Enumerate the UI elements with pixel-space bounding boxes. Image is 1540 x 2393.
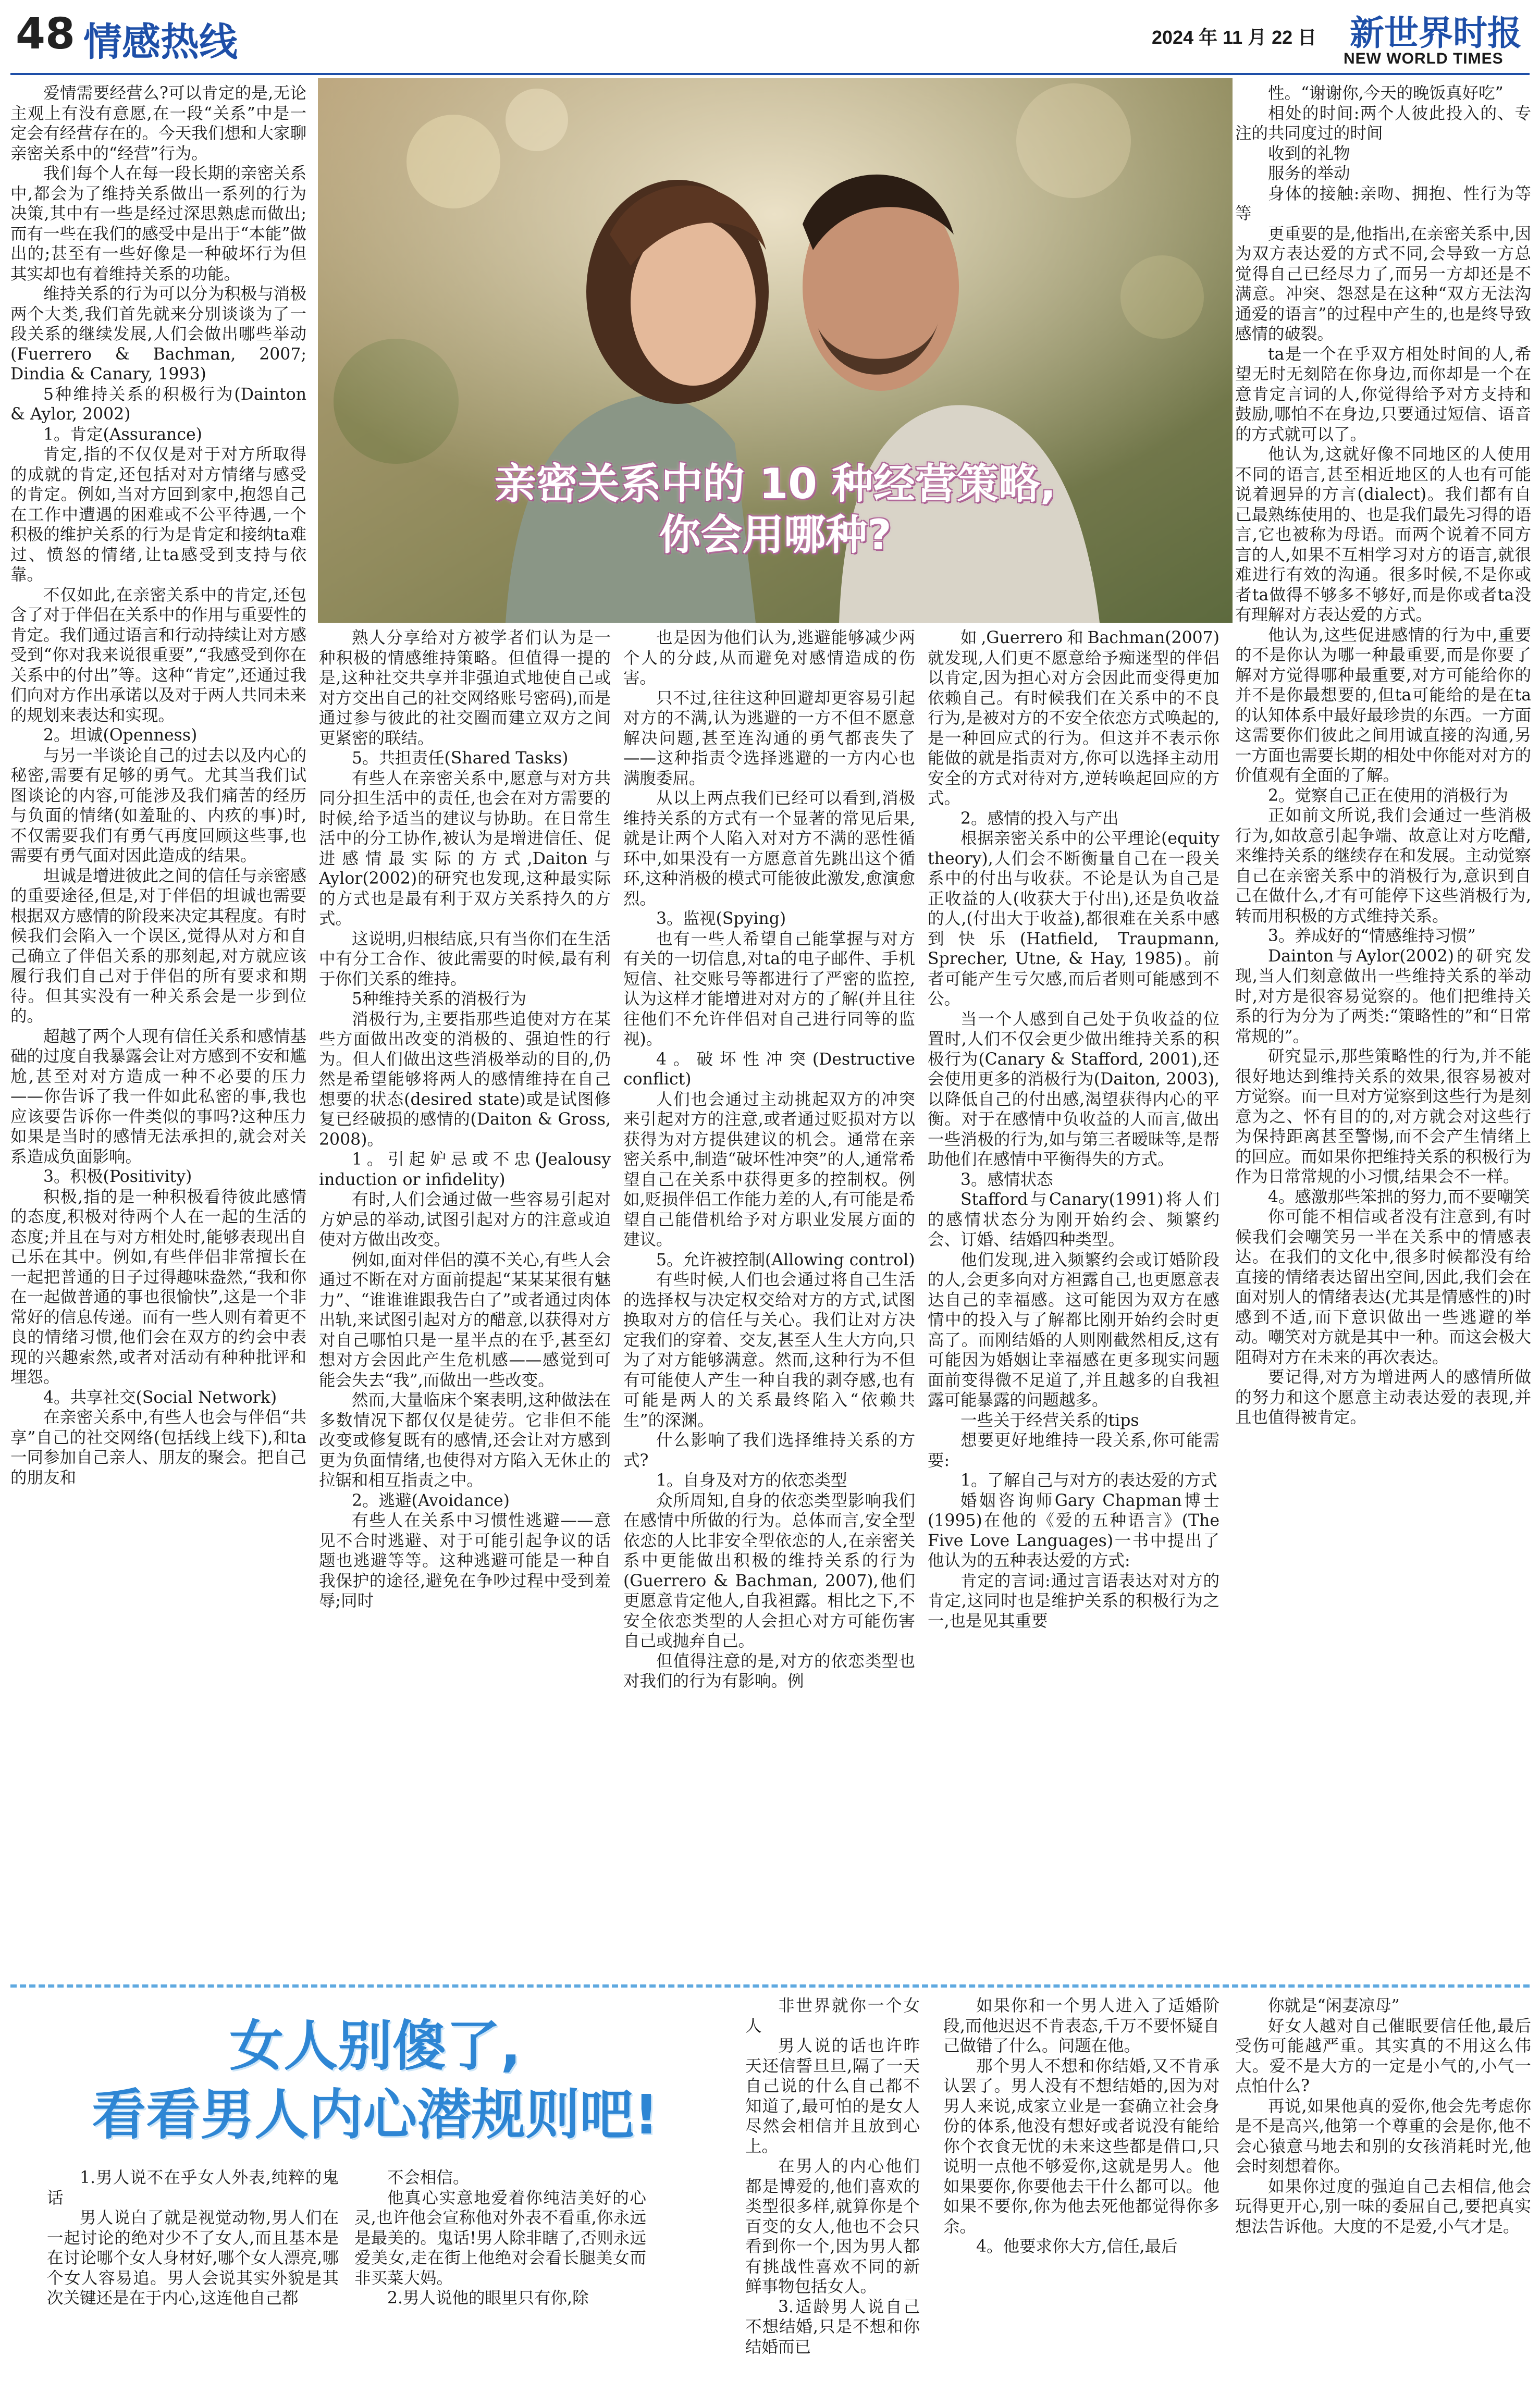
subheading: 1。自身及对方的依恋类型	[656, 1471, 847, 1490]
paragraph: 他真心实意地爱着你纯洁美好的心灵,也许他会宣称他对外表不看重,你永远是最美的。鬼话!男人除非瞎了,否则永远爱美女,走在街上他绝对会看长腿美女而非买菜大妈。	[354, 2188, 646, 2288]
page-number: 48	[16, 9, 76, 59]
list-item: 服务的举动	[1268, 164, 1350, 183]
subheading: 你就是“闲妻凉母”	[1268, 1996, 1400, 2015]
paragraph: 研究显示,那些策略性的行为,并不能很好地达到维持关系的效果,很容易被对方觉察。而一旦对方觉察到这些行为是刻意为之、怀有目的的,对方就会对这些行为保持距离甚至警惕,而不会产生情绪上的回应。而如果你把维持关系的积极行为作为日常常规的小习惯,结果会不一样。	[1235, 1047, 1531, 1186]
paragraph: 男人说的话也许昨天还信誓旦旦,隔了一天自己说的什么自己都不知道了,最可怕的是女人尽然会相信并且放到心上。	[745, 2037, 920, 2156]
issue-date: 2024 年 11 月 22 日	[1152, 27, 1317, 48]
paragraph: 性。“谢谢你,今天的晚饭真好吃”	[1268, 84, 1504, 103]
subheading: 3。积极(Positivity)	[43, 1167, 192, 1186]
list-item: 收到的礼物	[1268, 144, 1350, 163]
paragraph: Stafford与Canary(1991)将人们的感情状态分为刚开始约会、频繁约会、订婚、结婚四种类型。	[928, 1190, 1219, 1249]
paragraph: 你可能不相信或者没有注意到,有时候我们会嘲笑另一半在关系中的情感表达。在我们的文化中,很多时候都没有给直接的情绪表达留出空间,因此,我们会在面对别人的情绪表达(尤其是情感性的)时感到不适,而下意识做出一些逃避的举动。嘲笑对方就是其中一种。而这会极大阻碍对方在未来的再次表达。	[1235, 1207, 1531, 1367]
subheading: 3.适龄男人说自己不想结婚,只是不想和你结婚而已	[745, 2297, 920, 2357]
paragraph: 不会相信。	[387, 2168, 470, 2187]
feature-column-4	[928, 628, 1219, 1975]
sidebar-column-1	[47, 2168, 339, 2387]
sidebar-column-5	[1235, 1996, 1531, 2387]
paragraph: 要记得,对方为增进两人的感情所做的努力和这个愿意主动表达爱的表现,并且也值得被肯定。	[1235, 1368, 1531, 1427]
paragraph: 消极行为,主要指那些追使对方在某些方面做出改变的消极的、强迫性的行为。但人们做出这些消极举动的目的,仍然是希望能够将两人的感情维持在自己想要的状态(desired state)或是试图修复已经破损的感情的(Daiton & Gross, 2008)。	[319, 1009, 611, 1149]
paragraph: 有时,人们会通过做一些容易引起对方妒忌的举动,试图引起对方的注意或迫使对方做出改变。	[319, 1190, 611, 1249]
paragraph: 超越了两个人现有信任关系和感情基础的过度自我暴露会让对方感到不安和尴尬,甚至对对方造成一种不必要的压力——你告诉了我一件如此私密的事,我也应该要告诉你一件类似的事吗?这种压力如果是当时的感情无法承担的,就会对关系造成负面影响。	[10, 1027, 306, 1166]
feature-title-line1: 亲密关系中的 10 种经营策略,	[494, 460, 1056, 508]
paragraph: 非世界就你一个女人	[745, 1996, 920, 2036]
subheading: 2。觉察自己正在使用的消极行为	[1268, 786, 1509, 805]
feature-column-5	[1235, 83, 1531, 1975]
paragraph: 他们发现,进入频繁约会或订婚阶段的人,会更多向对方袒露自己,也更愿意表达自己的幸福感。这可能因为双方在感情中的投入与了解都比刚开始约会时更高了。而刚结婚的人则刚截然相反,这有可能因为婚姻让幸福感在更多现实问题面前变得微不足道了,并且越多的自我袒露可能暴露的问题越多。	[928, 1250, 1219, 1410]
paragraph: 根据亲密关系中的公平理论(equity theory),人们会不断衡量自己在一段关系中的付出与收获。不论是认为自己是正收益的人(收获大于付出),还是负收益的人,(付出大于收益),都很难在关系中感到快乐(Hatfield, Traupmann, Sprecher, Utne, & Hay, 1985)。前者可能产生亏欠感,而后者则可能感到不公。	[928, 829, 1219, 1008]
paragraph: 我们每个人在每一段长期的亲密关系中,都会为了维持关系做出一系列的行为决策,其中有一些是经过深思熟虑而做出;而有一些在我们的感受中是出于“本能”做出的;甚至有一些好像是一种破坏行为但其实却也有着维持关系的功能。	[10, 164, 306, 283]
paragraph: 有些人在关系中习惯性逃避——意见不合时逃避、对于可能引起争议的话题也逃避等等。这种逃避可能是一种自我保护的途径,避免在争吵过程中受到羞辱;同时	[319, 1511, 611, 1610]
paragraph: 当一个人感到自己处于负收益的位置时,人们不仅会更少做出维持关系的积极行为(Canary & Stafford, 2001),还会使用更多的消极行为(Daiton, 2003),以降低自己的付出感,渴望获得内心的平衡。对于在感情中负收益的人而言,做出一些消极的行为,如与第三者暧昧等,是帮助他们在感情中平衡得失的方式。	[928, 1009, 1219, 1169]
paragraph: 如果你和一个男人进入了适婚阶段,而他迟迟不肯表态,千万不要怀疑自己做错了什么。问题在他。	[943, 1996, 1219, 2055]
subheading: 3。养成好的“情感维持习惯”	[1268, 927, 1476, 945]
sidebar-column-2	[354, 2168, 646, 2387]
section-divider	[10, 1984, 1530, 1988]
subheading: 4。破坏性冲突(Destructive conflict)	[623, 1050, 915, 1089]
subheading: 5种维持关系的积极行为(Dainton & Aylor, 2002)	[10, 385, 306, 424]
paragraph: 有些时候,人们也会通过将自己生活的选择权与决定权交给对方的方式,试图换取对方的信任与关心。我们让对方决定我们的穿着、交友,甚至人生大方向,只为了对方能够满意。然而,这种行为不但有可能使人产生一种自我的剥夺感,也有可能是两人的关系最终陷入“依赖共生”的深渊。	[623, 1270, 915, 1430]
paragraph: 正如前文所说,我们会通过一些消极行为,如故意引起争端、故意让对方吃醋,来维持关系的继续存在和发展。主动觉察自己在亲密关系中的消极行为,意识到自己在做什么,才有可能停下这些消极行为,转而用积极的方式维持关系。	[1235, 806, 1531, 926]
sidebar-title-line1: 女人别傻了,	[229, 2014, 521, 2078]
paragraph: 男人说白了就是视觉动物,男人们在一起讨论的绝对少不了女人,而且基本是在讨论哪个女人身材好,哪个女人漂亮,哪个女人容易追。男人会说其实外貌是其次关键还是在于内心,这连他自己都	[47, 2209, 339, 2308]
paragraph: 肯定,指的不仅仅是对于对方所取得的成就的肯定,还包括对对方情绪与感受的肯定。例如,当对方回到家中,抱怨自己在工作中遭遇的困难或不公平待遇,一个积极的维护关系的行为是肯定和接纳ta难过、愤怒的情绪,让ta感受到支持与依靠。	[10, 445, 306, 584]
subheading: 2。感情的投入与产出	[960, 809, 1119, 828]
paragraph: 有些人在亲密关系中,愿意与对方共同分担生活中的责任,也会在对方需要的时候,给予适当的建议与协助。在日常生活中的分工协作,被认为是增进信任、促进感情最实际的方式,Daiton与Aylor(2002)的研究也发现,这种最实际的方式也是最有利于双方关系持久的方式。	[319, 769, 611, 928]
subheading: 什么影响了我们选择维持关系的方式?	[623, 1431, 915, 1470]
paragraph: 只不过,往往这种回避却更容易引起对方的不满,认为逃避的一方不但不愿意解决问题,甚至连沟通的勇气都丧失了——这种指责令选择逃避的一方内心也满腹委屈。	[623, 688, 915, 788]
paragraph: 再说,如果他真的爱你,他会先考虑你是不是高兴,他第一个尊重的会是你,他不会心猿意马地去和别的女孩消耗时光,他会时刻想着你。	[1235, 2096, 1531, 2176]
subheading: 1。肯定(Assurance)	[43, 425, 202, 444]
newspaper-masthead-en: NEW WORLD TIMES	[1344, 50, 1504, 67]
paragraph: 这说明,归根结底,只有当你们在生活中有分工合作、彼此需要的时候,最有利于你们关系的维持。	[319, 929, 611, 989]
paragraph: 他认为,这就好像不同地区的人使用不同的语言,甚至相近地区的人也有可能说着迥异的方言(dialect)。我们都有自己最熟练使用的、也是我们最先习得的语言,它也被称为母语。而两个说着不同方言的人,如果不互相学习对方的语言,就很难进行有效的沟通。很多时候,不是你或者ta做得不够多不够好,而是你或者ta没有理解对方表达爱的方式。	[1235, 445, 1531, 624]
paragraph: 如果你过度的强迫自己去相信,他会玩得更开心,别一味的委屈自己,要把真实想法告诉他。大度的不是爱,小气才是。	[1235, 2177, 1531, 2236]
section-title: 情感热线	[83, 20, 238, 65]
paragraph: 在亲密关系中,有些人也会与伴侣“共享”自己的社交网络(包括线上线下),和ta一同参加自己亲人、朋友的聚会。把自己的朋友和	[10, 1408, 306, 1487]
subheading: 5。共担责任(Shared Tasks)	[352, 749, 569, 768]
paragraph: 坦诚是增进彼此之间的信任与亲密感的重要途径,但是,对于伴侣的坦诚也需要根据双方感情的阶段来决定其程度。有时候我们会陷入一个误区,觉得从对方和自己确立了伴侣关系的那刻起,对方就应该履行我们自己对于伴侣的所有要求和期待。但其实没有一种关系会是一步到位的。	[10, 866, 306, 1026]
subheading: 4。感激那些笨拙的努力,而不要嘲笑	[1268, 1187, 1530, 1206]
paragraph: 维持关系的行为可以分为积极与消极两个大类,我们首先就来分别谈谈为了一段关系的继续发展,人们会做出哪些举动(Fuerrero & Bachman, 2007; Dindia & Canary, 1993)	[10, 285, 306, 384]
paragraph: 熟人分享给对方被学者们认为是一种积极的情感维持策略。但值得一提的是,这种社交共享并非强迫式地使自己或对方交出自己的社交网络账号密码),而是通过参与彼此的社交圈而建立双方之间更紧密的联结。	[319, 628, 611, 748]
paragraph: 婚姻咨询师Gary Chapman博士(1995)在他的《爱的五种语言》(The Five Love Languages)一书中提出了他认为的五种表达爱的方式:	[928, 1491, 1219, 1570]
subheading: 1。了解自己与对方的表达爱的方式	[960, 1471, 1217, 1490]
sidebar-article-title	[16, 2012, 735, 2149]
paragraph: Dainton与Aylor(2002)的研究发现,当人们刻意做出一些维持关系的举动时,对方是很容易觉察的。他们把维持关系的行为分为了两类:“策略性的”和“日常常规的”。	[1235, 946, 1531, 1046]
page-header	[0, 0, 1540, 78]
feature-column-1	[10, 83, 306, 1975]
paragraph: 不仅如此,在亲密关系中的肯定,还包含了对于伴侣在关系中的作用与重要性的肯定。我们通过语言和行动持续让对方感受到“你对我来说很重要”,“我感受到你在关系中的付出”等。这种“肯定”,还通过我们向对方作出承诺以及对于两人共同未来的规划来表达和实现。	[10, 585, 306, 725]
paragraph: 从以上两点我们已经可以看到,消极维持关系的方式有一个显著的常见后果,就是让两个人陷入对对方不满的恶性循环中,如果没有一方愿意首先跳出这个循环,这种消极的模式可能彼此激发,愈演愈烈。	[623, 789, 915, 908]
paragraph: 例如,面对伴侣的漠不关心,有些人会通过不断在对方面前提起“某某某很有魅力”、“谁谁谁跟我告白了”或者通过肉体出轨,来试图引起对方的醋意,以获得对方对自己哪怕只是一星半点的在乎,甚至幻想对方会因此产生危机感——感觉到可能会失去“我”,而做出一些改变。	[319, 1250, 611, 1390]
paragraph: 众所周知,自身的依恋类型影响我们在感情中所做的行为。总体而言,安全型依恋的人比非安全型依恋的人,在亲密关系中更能做出积极的维持关系的行为(Guerrero & Bachman, 2007),他们更愿意肯定他人,自我袒露。相比之下,不安全依恋类型的人会担心对方可能伤害自己或抛弃自己。	[623, 1491, 915, 1650]
paragraph: 也是因为他们认为,逃避能够减少两个人的分歧,从而避免对感情造成的伤害。	[623, 628, 915, 687]
paragraph: 那个男人不想和你结婚,又不肯承认罢了。男人没有不想结婚的,因为对男人来说,成家立业是一套确立社会身份的体系,他没有想好或者说没有能给你个衣食无忧的未来这些都是借口,只说明一点他不够爱你,这就是男人。他如果要你,你要他去干什么都可以。他如果不要你,你为他去死他都觉得你多余。	[943, 2056, 1219, 2236]
subheading: 3。感情状态	[960, 1170, 1053, 1189]
newspaper-masthead: 新世界时报	[1350, 13, 1522, 53]
paragraph: 但值得注意的是,对方的依恋类型也对我们的行为有影响。例	[623, 1651, 915, 1691]
subheading: 1。引起妒忌或不忠(Jealousy induction or infidelity)	[319, 1150, 611, 1189]
subheading: 1.男人说不在乎女人外表,纯粹的鬼话	[47, 2168, 339, 2207]
paragraph: 人们也会通过主动挑起双方的冲突来引起对方的注意,或者通过贬损对方以获得为对方提供建议的机会。通常在亲密关系中,制造“破坏性冲突”的人,通常希望自己在关系中获得更多的控制权。例如,贬损伴侣工作能力差的人,有可能是希望自己能借机给予对方职业发展方面的建议。	[623, 1090, 915, 1249]
paragraph: 积极,指的是一种积极看待彼此感情的态度,积极对待两个人在一起的生活的态度;并且在与对方相处时,能够表现出自己乐在其中。例如,有些伴侣非常擅长在一起把普通的日子过得趣味盎然,“我和你在一起做普通的事也很愉快”,这是一个非常好的信息传递。而有一些人则有着更不良的情绪习惯,他们会在双方的约会中表现的兴趣索然,或者对活动有种种批评和埋怨。	[10, 1187, 306, 1387]
subheading: 一些关于经营关系的tips	[960, 1411, 1139, 1430]
paragraph: 更重要的是,他指出,在亲密关系中,因为双方表达爱的方式不同,会导致一方总觉得自己已经尽力了,而另一方却还是不满意。冲突、怨怼是在这种“双方无法沟通爱的语言”的过程中产生的,也是终导致感情的破裂。	[1235, 224, 1531, 343]
subheading: 2。坦诚(Openness)	[43, 726, 198, 745]
feature-column-2	[319, 628, 611, 1975]
paragraph: 想要更好地维持一段关系,你可能需要:	[928, 1431, 1219, 1470]
paragraph: 爱情需要经营么?可以肯定的是,无论主观上有没有意愿,在一段“关系”中是一定会有经营存在的。今天我们想和大家聊亲密关系中的“经营”行为。	[10, 84, 306, 163]
paragraph: 然而,大量临床个案表明,这种做法在多数情况下都仅仅是徒劳。它非但不能改变或修复既有的感情,还会让对方感到更为负面情绪,也使得对方陷入无休止的拉锯和相互指责之中。	[319, 1391, 611, 1490]
header-rule	[10, 73, 1530, 75]
paragraph: 在男人的内心他们都是博爱的,他们喜欢的类型很多样,就算你是个百变的女人,他也不会只看到你一个,因为男人都有挑战性喜欢不同的新鲜事物包括女人。	[745, 2157, 920, 2296]
paragraph: 相处的时间:两个人彼此投入的、专注的共同度过的时间	[1235, 104, 1531, 143]
sidebar-column-3	[745, 1996, 920, 2387]
feature-column-3	[623, 628, 915, 1975]
feature-title	[318, 459, 1233, 561]
paragraph: 他认为,这些促进感情的行为中,重要的不是你认为哪一种最重要,而是你要了解对方觉得哪种最重要,对方可能给你的并不是你最想要的,但ta可能给的是在ta的认知体系中最好最珍贵的东西。一方面这需要你们彼此之间用诚直接的沟通,另一方面也需要长期的相处中你能对对方的价值观有全面的了解。	[1235, 625, 1531, 785]
paragraph: ta是一个在乎双方相处时间的人,希望无时无刻陪在你身边,而你却是一个在意肯定言词的人,你觉得给予对方支持和鼓励,哪怕不在身边,只要通过短信、语音的方式就可以了。	[1235, 344, 1531, 444]
subheading: 3。监视(Spying)	[656, 909, 786, 928]
subheading: 4。他要求你大方,信任,最后	[976, 2237, 1178, 2256]
paragraph: 如,Guerrero和Bachman(2007)就发现,人们更不愿意给予痴迷型的伴侣以肯定,因为担心对方会因此而变得更加依赖自己。有时候我们在关系中的不良行为,是被对方的不安全依恋方式唤起的,是一种回应式的行为。但这并不表示你能做的就是指责对方,你可以选择主动用安全的方式对待对方,逆转唤起回应的方式。	[928, 628, 1219, 808]
subheading: 5种维持关系的消极行为	[352, 990, 527, 1008]
sidebar-title-line2: 看看男人内心潜规则吧!	[92, 2083, 659, 2147]
list-item: 身体的接触:亲吻、拥抱、性行为等等	[1235, 184, 1531, 223]
subheading: 2。逃避(Avoidance)	[352, 1491, 510, 1510]
paragraph: 好女人越对自己催眠要信任他,最后受伤可能越严重。其实真的不用这么伟大。爱不是大方的一定是小气的,小气一点怕什么?	[1235, 2016, 1531, 2095]
subheading: 5。允许被控制(Allowing control)	[656, 1250, 915, 1269]
paragraph: 与另一半谈论自己的过去以及内心的秘密,需要有足够的勇气。尤其当我们试图谈论的内容,可能涉及我们痛苦的经历与负面的情绪(如羞耻的、内疚的事)时,不仅需要我们有勇气再度回顾这些事,也需要有勇气面对因此造成的结果。	[10, 746, 306, 865]
feature-title-line2: 你会用哪种?	[659, 511, 892, 559]
sidebar-column-4	[943, 1996, 1219, 2387]
paragraph: 肯定的言词:通过言语表达对对方的肯定,这同时也是维护关系的积极行为之一,也是见其重要	[928, 1571, 1219, 1631]
subheading: 2.男人说他的眼里只有你,除	[387, 2289, 589, 2308]
paragraph: 也有一些人希望自己能掌握与对方有关的一切信息,对ta的电子邮件、手机短信、社交账号等都进行了严密的监控,认为这样才能增进对对方的了解(并且往往他们不允许伴侣对自己进行同等的监视)。	[623, 929, 915, 1049]
subheading: 4。共享社交(Social Network)	[43, 1388, 277, 1407]
